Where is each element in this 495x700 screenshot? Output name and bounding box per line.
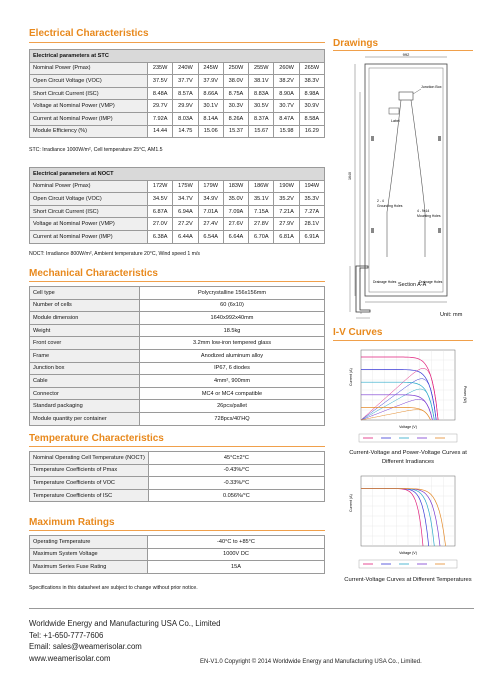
chart1-ylabel: Current (A) bbox=[349, 368, 353, 386]
chart1-caption: Current-Voltage and Power-Voltage Curves at Different Irradiances bbox=[349, 450, 467, 465]
mechanical-row bbox=[30, 362, 325, 375]
stc-cell: 15.98 bbox=[274, 125, 299, 138]
mechanical-row-label: Connector bbox=[30, 387, 140, 400]
noct-cell: 34.5V bbox=[148, 193, 173, 206]
mechanical-row-value: 3.2mm low-iron tempered glass bbox=[140, 337, 325, 350]
section-label: Section A-A bbox=[398, 282, 427, 288]
noct-cell: 34.7V bbox=[173, 193, 198, 206]
stc-cell: 260W bbox=[274, 62, 299, 75]
noct-row-label: Voltage at Nominal Power (VMP) bbox=[30, 218, 148, 231]
temperature-row bbox=[30, 489, 325, 502]
stc-row bbox=[30, 87, 325, 100]
mechanical-row bbox=[30, 375, 325, 388]
mechanical-row bbox=[30, 324, 325, 337]
temperature-row-label: Temperature Coefficients of VOC bbox=[30, 477, 149, 490]
noct-cell: 27.4V bbox=[198, 218, 223, 231]
noct-cell: 28.1V bbox=[299, 218, 324, 231]
ratings-row-label: Maximum System Voltage bbox=[30, 548, 148, 561]
stc-row bbox=[30, 75, 325, 88]
mechanical-rule bbox=[29, 281, 325, 282]
mechanical-row bbox=[30, 312, 325, 325]
mechanical-row-value: Polycrystalline 156x156mm bbox=[140, 287, 325, 300]
mechanical-row bbox=[30, 387, 325, 400]
chart2-xlabel: Voltage (V) bbox=[399, 551, 417, 555]
noct-cell: 6.94A bbox=[173, 205, 198, 218]
stc-cell: 30.1V bbox=[198, 100, 223, 113]
ratings-row bbox=[30, 561, 325, 574]
mechanical-row-value: 26pcs/pallet bbox=[140, 400, 325, 413]
footer-email[interactable]: Email: sales@weamerisolar.com bbox=[29, 642, 142, 652]
mechanical-row-label: Number of cells bbox=[30, 299, 140, 312]
stc-cell: 38.1V bbox=[249, 75, 274, 88]
stc-cell: 30.3V bbox=[223, 100, 248, 113]
ratings-row bbox=[30, 536, 325, 549]
mechanical-row-label: Standard packaging bbox=[30, 400, 140, 413]
stc-cell: 37.9V bbox=[198, 75, 223, 88]
stc-cell: 29.7V bbox=[148, 100, 173, 113]
noct-cell: 27.0V bbox=[148, 218, 173, 231]
temperature-row-value: -0.33%/°C bbox=[148, 477, 324, 490]
stc-cell: 240W bbox=[173, 62, 198, 75]
stc-cell: 38.2V bbox=[274, 75, 299, 88]
stc-row bbox=[30, 100, 325, 113]
stc-cell: 8.90A bbox=[274, 87, 299, 100]
stc-cell: 37.7V bbox=[173, 75, 198, 88]
noct-cell: 179W bbox=[198, 180, 223, 193]
stc-row bbox=[30, 125, 325, 138]
mechanical-row-value: 4mm², 900mm bbox=[140, 375, 325, 388]
stc-cell: 8.26A bbox=[223, 112, 248, 125]
noct-cell: 186W bbox=[249, 180, 274, 193]
noct-row bbox=[30, 230, 325, 243]
drawings-rule bbox=[333, 50, 473, 51]
stc-cell: 30.5V bbox=[249, 100, 274, 113]
noct-row bbox=[30, 180, 325, 193]
stc-cell: 7.92A bbox=[148, 112, 173, 125]
stc-row-label: Current at Nominal Power (IMP) bbox=[30, 112, 148, 125]
noct-cell: 175W bbox=[173, 180, 198, 193]
noct-table bbox=[29, 167, 325, 244]
stc-cell: 15.37 bbox=[223, 125, 248, 138]
stc-cell: 30.9V bbox=[299, 100, 324, 113]
stc-cell: 8.83A bbox=[249, 87, 274, 100]
stc-cell: 8.58A bbox=[299, 112, 324, 125]
mounting-hole-label: 4 - 9x14 bbox=[417, 209, 430, 213]
temperature-title: Temperature Characteristics bbox=[29, 433, 164, 444]
mounting-hole-label-2: Mounting Holes bbox=[417, 214, 441, 218]
iv-title: I-V Curves bbox=[333, 327, 383, 338]
stc-cell: 14.44 bbox=[148, 125, 173, 138]
stc-cell: 8.47A bbox=[274, 112, 299, 125]
stc-cell: 8.48A bbox=[148, 87, 173, 100]
mechanical-row-value: 728pcs/40'HQ bbox=[140, 412, 325, 425]
mechanical-row bbox=[30, 400, 325, 413]
mechanical-row-value: 18.5kg bbox=[140, 324, 325, 337]
temperature-table bbox=[29, 451, 325, 502]
label-label: Label bbox=[391, 119, 400, 123]
noct-row-label: Nominal Power (Pmax) bbox=[30, 180, 148, 193]
stc-cell: 255W bbox=[249, 62, 274, 75]
noct-row-label: Short Circuit Current (ISC) bbox=[30, 205, 148, 218]
noct-cell: 6.81A bbox=[274, 230, 299, 243]
chart2-ylabel: Current (A) bbox=[349, 494, 353, 512]
section-profile bbox=[346, 262, 406, 322]
electrical-rule bbox=[29, 42, 325, 43]
mechanical-row-value: Anodized aluminum alloy bbox=[140, 349, 325, 362]
stc-cell: 8.57A bbox=[173, 87, 198, 100]
ratings-row-label: Operating Temperature bbox=[30, 536, 148, 549]
temperature-row-value: 45°C±2°C bbox=[148, 452, 324, 465]
unit-label: Unit: mm bbox=[440, 312, 463, 318]
footer-rule bbox=[29, 608, 474, 609]
chart2-caption: Current-Voltage Curves at Different Temperatures bbox=[344, 577, 472, 583]
noct-cell: 190W bbox=[274, 180, 299, 193]
stc-cell: 38.0V bbox=[223, 75, 248, 88]
mechanical-title: Mechanical Characteristics bbox=[29, 268, 158, 279]
mechanical-row-value: 1640x992x40mm bbox=[140, 312, 325, 325]
noct-cell: 27.9V bbox=[274, 218, 299, 231]
noct-cell: 27.6V bbox=[223, 218, 248, 231]
stc-row-label: Voltage at Nominal Power (VMP) bbox=[30, 100, 148, 113]
noct-cell: 34.9V bbox=[198, 193, 223, 206]
mechanical-row-label: Cell type bbox=[30, 287, 140, 300]
temperature-row bbox=[30, 464, 325, 477]
noct-row bbox=[30, 193, 325, 206]
noct-cell: 7.27A bbox=[299, 205, 324, 218]
stc-row bbox=[30, 112, 325, 125]
mechanical-row-label: Cable bbox=[30, 375, 140, 388]
stc-cell: 8.14A bbox=[198, 112, 223, 125]
junction-box-label: Junction Box bbox=[421, 85, 442, 89]
temperature-row-value: -0.43%/°C bbox=[148, 464, 324, 477]
iv-irradiance-chart bbox=[349, 346, 467, 446]
stc-cell: 245W bbox=[198, 62, 223, 75]
noct-cell: 35.3V bbox=[299, 193, 324, 206]
noct-row bbox=[30, 205, 325, 218]
noct-cell: 35.1V bbox=[249, 193, 274, 206]
noct-cell: 7.15A bbox=[249, 205, 274, 218]
stc-cell: 15.06 bbox=[198, 125, 223, 138]
stc-cell: 8.37A bbox=[249, 112, 274, 125]
mechanical-row bbox=[30, 337, 325, 350]
stc-cell: 14.75 bbox=[173, 125, 198, 138]
ratings-rule bbox=[29, 530, 325, 531]
mechanical-row-value: MC4 or MC4 compatible bbox=[140, 387, 325, 400]
noct-cell: 35.2V bbox=[274, 193, 299, 206]
noct-cell: 35.0V bbox=[223, 193, 248, 206]
stc-cell: 250W bbox=[223, 62, 248, 75]
noct-cell: 194W bbox=[299, 180, 324, 193]
stc-cell: 235W bbox=[148, 62, 173, 75]
noct-cell: 6.38A bbox=[148, 230, 173, 243]
iv-rule bbox=[333, 340, 473, 341]
ratings-row-label: Maximum Series Fuse Rating bbox=[30, 561, 148, 574]
footer-company: Worldwide Energy and Manufacturing USA Co., Limited bbox=[29, 619, 221, 628]
stc-header: Electrical parameters at STC bbox=[30, 50, 325, 63]
electrical-title: Electrical Characteristics bbox=[29, 28, 149, 39]
temperature-row-label: Temperature Coefficients of Pmax bbox=[30, 464, 149, 477]
iv-temperature-chart bbox=[349, 472, 467, 572]
noct-cell: 183W bbox=[223, 180, 248, 193]
temperature-row bbox=[30, 477, 325, 490]
stc-cell: 15.67 bbox=[249, 125, 274, 138]
ratings-row-value: 15A bbox=[148, 561, 325, 574]
grounding-hole-label: 2 - 4 bbox=[377, 199, 384, 203]
mechanical-row-label: Junction box bbox=[30, 362, 140, 375]
footer-copyright: EN-V1.0 Copyright © 2014 Worldwide Energy and Manufacturing USA Co., Limited. bbox=[200, 659, 422, 665]
noct-cell: 27.8V bbox=[249, 218, 274, 231]
temperature-row bbox=[30, 452, 325, 465]
mechanical-row bbox=[30, 287, 325, 300]
noct-cell: 6.91A bbox=[299, 230, 324, 243]
stc-cell: 29.9V bbox=[173, 100, 198, 113]
mechanical-row bbox=[30, 349, 325, 362]
noct-cell: 7.01A bbox=[198, 205, 223, 218]
temperature-rule bbox=[29, 446, 325, 447]
mechanical-row-value: IP67, 6 diodes bbox=[140, 362, 325, 375]
noct-cell: 6.64A bbox=[223, 230, 248, 243]
stc-row-label: Short Circuit Current (ISC) bbox=[30, 87, 148, 100]
noct-cell: 6.44A bbox=[173, 230, 198, 243]
noct-cell: 7.09A bbox=[223, 205, 248, 218]
temperature-row-label: Temperature Coefficients of ISC bbox=[30, 489, 149, 502]
footer-tel: Tel: +1-650-777-7606 bbox=[29, 630, 104, 640]
noct-note: NOCT: Irradiance 800W/m², Ambient temperature 20°C, Wind speed 1 m/s bbox=[29, 251, 201, 257]
footer-web[interactable]: www.weamerisolar.com bbox=[29, 654, 111, 664]
stc-cell: 37.5V bbox=[148, 75, 173, 88]
stc-cell: 8.75A bbox=[223, 87, 248, 100]
mechanical-row-label: Front cover bbox=[30, 337, 140, 350]
stc-cell: 8.98A bbox=[299, 87, 324, 100]
mechanical-row-label: Weight bbox=[30, 324, 140, 337]
ratings-row-value: 1000V DC bbox=[148, 548, 325, 561]
spec-note: Specifications in this datasheet are subject to change without prior notice. bbox=[29, 585, 198, 591]
height-dim-label: 1640 bbox=[348, 172, 352, 180]
mechanical-row-label: Module quantity per container bbox=[30, 412, 140, 425]
ratings-title: Maximum Ratings bbox=[29, 517, 115, 528]
grounding-hole-label-2: Grounding Holes bbox=[377, 204, 403, 208]
stc-cell: 30.7V bbox=[274, 100, 299, 113]
footer-block bbox=[29, 618, 220, 665]
top-dim-label: 992 bbox=[402, 52, 410, 57]
stc-note: STC: Irradiance 1000W/m², Cell temperature 25°C, AM1.5 bbox=[29, 147, 163, 153]
stc-row-label: Module Efficiency (%) bbox=[30, 125, 148, 138]
mechanical-row-label: Frame bbox=[30, 349, 140, 362]
noct-cell: 27.2V bbox=[173, 218, 198, 231]
stc-table bbox=[29, 49, 325, 138]
drain-label-left: Drainage Holes bbox=[373, 280, 397, 284]
stc-row-label: Open Circuit Voltage (VOC) bbox=[30, 75, 148, 88]
mechanical-row bbox=[30, 299, 325, 312]
ratings-row bbox=[30, 548, 325, 561]
ratings-row-value: -40°C to +85°C bbox=[148, 536, 325, 549]
noct-header: Electrical parameters at NOCT bbox=[30, 168, 325, 181]
drawings-title: Drawings bbox=[333, 38, 379, 49]
stc-cell: 265W bbox=[299, 62, 324, 75]
noct-row bbox=[30, 218, 325, 231]
ratings-table bbox=[29, 535, 325, 574]
chart1-xlabel: Voltage (V) bbox=[399, 425, 417, 429]
mechanical-row-label: Module dimension bbox=[30, 312, 140, 325]
stc-row-label: Nominal Power (Pmax) bbox=[30, 62, 148, 75]
mechanical-row bbox=[30, 412, 325, 425]
temperature-row-label: Nominal Operating Cell Temperature (NOCT) bbox=[30, 452, 149, 465]
noct-row-label: Open Circuit Voltage (VOC) bbox=[30, 193, 148, 206]
drain-label-right: Drainage Holes bbox=[419, 280, 443, 284]
stc-row bbox=[30, 62, 325, 75]
mechanical-row-value: 60 (6x10) bbox=[140, 299, 325, 312]
noct-cell: 172W bbox=[148, 180, 173, 193]
temperature-row-value: 0.056%/°C bbox=[148, 489, 324, 502]
stc-cell: 8.66A bbox=[198, 87, 223, 100]
noct-cell: 6.87A bbox=[148, 205, 173, 218]
stc-cell: 38.3V bbox=[299, 75, 324, 88]
stc-cell: 16.29 bbox=[299, 125, 324, 138]
noct-cell: 6.70A bbox=[249, 230, 274, 243]
stc-cell: 8.03A bbox=[173, 112, 198, 125]
chart1-ylabel-right: Power (W) bbox=[463, 386, 467, 403]
noct-cell: 7.21A bbox=[274, 205, 299, 218]
mechanical-table bbox=[29, 286, 325, 426]
noct-cell: 6.54A bbox=[198, 230, 223, 243]
noct-row-label: Current at Nominal Power (IMP) bbox=[30, 230, 148, 243]
